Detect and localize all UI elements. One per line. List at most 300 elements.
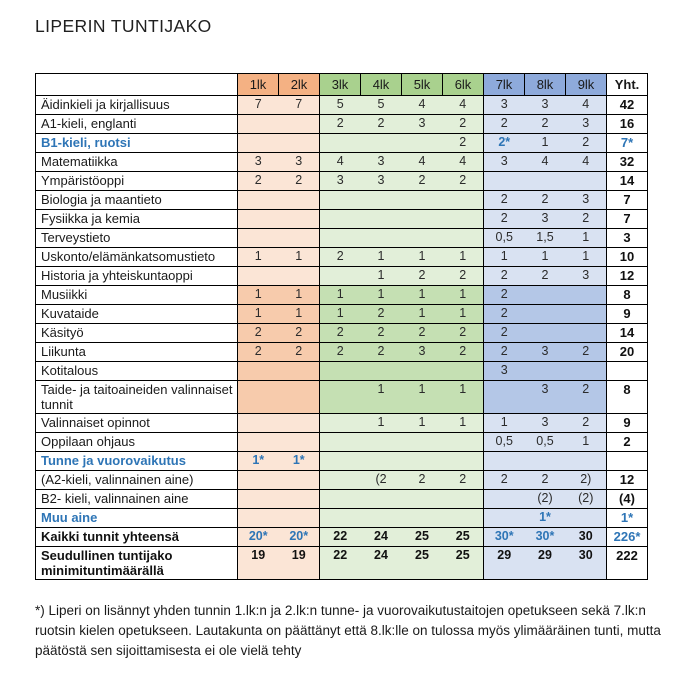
table-body [36, 96, 648, 580]
table-cell [279, 490, 320, 509]
table-cell [402, 452, 443, 471]
table-cell: 1 [525, 248, 566, 267]
row-label: A1-kieli, englanti [36, 115, 238, 134]
table-cell: 3 [484, 362, 525, 381]
table-cell: 3 [320, 172, 361, 191]
table-cell: 2 [525, 267, 566, 286]
table-cell: 3 [279, 153, 320, 172]
table-cell [361, 490, 402, 509]
row-label: Tunne ja vuorovaikutus [36, 452, 238, 471]
table-row [36, 172, 648, 191]
table-row [36, 96, 648, 115]
table-cell [443, 210, 484, 229]
table-cell: 2 [566, 414, 607, 433]
table-cell: 3 [402, 343, 443, 362]
row-total: 12 [607, 267, 648, 286]
table-cell: 3 [361, 153, 402, 172]
table-cell: 1 [484, 248, 525, 267]
row-label: Valinnaiset opinnot [36, 414, 238, 433]
table-cell [484, 509, 525, 528]
table-cell [525, 305, 566, 324]
table-cell [320, 509, 361, 528]
table-cell [525, 324, 566, 343]
row-total: 12 [607, 471, 648, 490]
table-cell: 2 [484, 324, 525, 343]
table-cell: 24 [361, 547, 402, 580]
row-label: Terveystieto [36, 229, 238, 248]
table-row [36, 286, 648, 305]
table-cell [525, 452, 566, 471]
table-cell [238, 191, 279, 210]
row-total: 7* [607, 134, 648, 153]
table-row [36, 452, 648, 471]
table-row [36, 324, 648, 343]
row-label: B1-kieli, ruotsi [36, 134, 238, 153]
row-total: 9 [607, 414, 648, 433]
table-cell: 20* [238, 528, 279, 547]
table-cell [238, 267, 279, 286]
table-cell: 2 [279, 343, 320, 362]
table-cell: 3 [361, 172, 402, 191]
table-cell: 22 [320, 547, 361, 580]
table-row [36, 343, 648, 362]
table-cell [238, 509, 279, 528]
table-cell: 2* [484, 134, 525, 153]
table-cell [402, 490, 443, 509]
table-cell: 30* [525, 528, 566, 547]
table-cell: 4 [402, 153, 443, 172]
table-cell: 2 [525, 191, 566, 210]
table-cell [279, 362, 320, 381]
row-label: Liikunta [36, 343, 238, 362]
table-cell: 4 [525, 153, 566, 172]
table-cell [238, 433, 279, 452]
column-header-2lk: 2lk [279, 74, 320, 96]
row-total: 14 [607, 324, 648, 343]
table-cell [402, 134, 443, 153]
row-label: Matematiikka [36, 153, 238, 172]
table-cell [566, 286, 607, 305]
table-row [36, 267, 648, 286]
table-cell [279, 191, 320, 210]
table-cell: 3 [525, 343, 566, 362]
table-cell [566, 172, 607, 191]
header-row [36, 74, 648, 96]
column-header-blank [36, 74, 238, 96]
table-cell: 2 [361, 343, 402, 362]
table-cell: 1* [279, 452, 320, 471]
table-cell: 7 [279, 96, 320, 115]
table-cell: 2 [566, 343, 607, 362]
table-cell: 2 [484, 343, 525, 362]
table-cell [402, 191, 443, 210]
table-cell: 2 [443, 115, 484, 134]
table-cell: 3 [525, 381, 566, 414]
table-cell: 2 [566, 210, 607, 229]
row-label: Kuvataide [36, 305, 238, 324]
table-row [36, 305, 648, 324]
table-cell [361, 509, 402, 528]
table-cell: 1 [443, 248, 484, 267]
table-cell [279, 229, 320, 248]
table-cell: (2) [566, 490, 607, 509]
table-cell: 2) [566, 471, 607, 490]
row-label: Biologia ja maantieto [36, 191, 238, 210]
table-cell: 22 [320, 528, 361, 547]
table-cell [238, 134, 279, 153]
table-row [36, 433, 648, 452]
table-cell [279, 381, 320, 414]
table-cell [484, 172, 525, 191]
table-cell: 2 [402, 471, 443, 490]
table-cell: 2 [484, 471, 525, 490]
row-label: Uskonto/elämänkatsomustieto [36, 248, 238, 267]
row-total: 7 [607, 191, 648, 210]
table-cell: 2 [443, 134, 484, 153]
table-cell [361, 229, 402, 248]
table-cell [361, 433, 402, 452]
table-cell: 1 [320, 305, 361, 324]
table-row [36, 509, 648, 528]
table-cell: 4 [443, 96, 484, 115]
column-header-9lk: 9lk [566, 74, 607, 96]
table-cell: 1 [238, 286, 279, 305]
table-cell: 4 [402, 96, 443, 115]
table-cell: 3 [525, 210, 566, 229]
table-cell: 1 [279, 248, 320, 267]
table-cell: 1 [402, 305, 443, 324]
table-cell: 1 [443, 286, 484, 305]
table-cell: (2 [361, 471, 402, 490]
table-cell: 2 [320, 343, 361, 362]
table-cell [402, 433, 443, 452]
table-cell: 30* [484, 528, 525, 547]
table-row [36, 381, 648, 414]
table-cell [320, 490, 361, 509]
row-label: Historia ja yhteiskuntaoppi [36, 267, 238, 286]
table-cell: 2 [238, 324, 279, 343]
table-cell: 0,5 [525, 433, 566, 452]
table-cell: 2 [320, 115, 361, 134]
column-header-total: Yht. [607, 74, 648, 96]
table-cell: 3 [402, 115, 443, 134]
row-total: 10 [607, 248, 648, 267]
table-cell: 1 [279, 286, 320, 305]
table-cell [361, 452, 402, 471]
table-cell [443, 433, 484, 452]
table-cell [402, 362, 443, 381]
table-cell: 1 [402, 248, 443, 267]
table-cell: 25 [402, 547, 443, 580]
table-cell [443, 490, 484, 509]
table-cell [238, 210, 279, 229]
table-cell [566, 362, 607, 381]
table-cell: 0,5 [484, 229, 525, 248]
table-cell [484, 452, 525, 471]
row-label: Kotitalous [36, 362, 238, 381]
row-total: 226* [607, 528, 648, 547]
column-header-1lk: 1lk [238, 74, 279, 96]
table-cell: 1 [320, 286, 361, 305]
table-cell: 25 [443, 528, 484, 547]
table-cell: 0,5 [484, 433, 525, 452]
row-total [607, 362, 648, 381]
table-cell: 2 [484, 191, 525, 210]
table-cell [320, 191, 361, 210]
row-label: (A2-kieli, valinnainen aine) [36, 471, 238, 490]
table-cell: 2 [443, 267, 484, 286]
table-cell [238, 414, 279, 433]
table-cell [320, 134, 361, 153]
table-cell: 1 [566, 248, 607, 267]
column-header-4lk: 4lk [361, 74, 402, 96]
table-row [36, 471, 648, 490]
table-cell [320, 267, 361, 286]
table-cell: 3 [484, 96, 525, 115]
table-cell: 2 [402, 324, 443, 343]
table-cell [320, 210, 361, 229]
table-cell [279, 433, 320, 452]
table-cell: 1 [443, 381, 484, 414]
table-cell [443, 191, 484, 210]
row-total: 14 [607, 172, 648, 191]
table-cell [566, 305, 607, 324]
row-label: Kaikki tunnit yhteensä [36, 528, 238, 547]
table-cell [320, 362, 361, 381]
table-cell: 2 [238, 343, 279, 362]
table-cell: 29 [525, 547, 566, 580]
table-cell: 2 [361, 324, 402, 343]
column-header-7lk: 7lk [484, 74, 525, 96]
table-cell [279, 210, 320, 229]
table-cell: 19 [279, 547, 320, 580]
table-row [36, 248, 648, 267]
table-cell [402, 509, 443, 528]
table-cell: 3 [566, 267, 607, 286]
table-cell [238, 229, 279, 248]
table-cell [320, 414, 361, 433]
table-cell: 1 [361, 414, 402, 433]
row-total [607, 452, 648, 471]
table-cell: 1 [402, 414, 443, 433]
table-cell: 2 [484, 267, 525, 286]
tuntijako-table [35, 73, 648, 580]
table-cell: 2 [484, 305, 525, 324]
row-label: Fysiikka ja kemia [36, 210, 238, 229]
table-cell: 2 [402, 172, 443, 191]
column-header-5lk: 5lk [402, 74, 443, 96]
table-cell [484, 490, 525, 509]
table-cell: 1 [361, 286, 402, 305]
table-cell: 1 [484, 414, 525, 433]
table-cell: 2 [279, 324, 320, 343]
table-row [36, 490, 648, 509]
table-cell: 1 [361, 248, 402, 267]
table-cell: 1 [361, 267, 402, 286]
table-cell: 2 [566, 134, 607, 153]
table-cell: 2 [525, 115, 566, 134]
table-cell: (2) [525, 490, 566, 509]
table-cell: 3 [484, 153, 525, 172]
table-cell: 2 [320, 324, 361, 343]
table-row [36, 229, 648, 248]
table-cell: 30 [566, 547, 607, 580]
table-cell [238, 490, 279, 509]
row-label: Oppilaan ohjaus [36, 433, 238, 452]
table-cell: 29 [484, 547, 525, 580]
table-header [36, 74, 648, 96]
table-cell [361, 191, 402, 210]
row-label: Ympäristöoppi [36, 172, 238, 191]
table-cell [566, 324, 607, 343]
table-row [36, 414, 648, 433]
column-header-6lk: 6lk [443, 74, 484, 96]
table-cell [443, 362, 484, 381]
table-cell: 4 [443, 153, 484, 172]
row-total: 16 [607, 115, 648, 134]
table-cell: 1 [566, 229, 607, 248]
row-label: Käsityö [36, 324, 238, 343]
table-cell [443, 509, 484, 528]
table-cell [238, 381, 279, 414]
table-cell [238, 471, 279, 490]
table-cell: 1 [525, 134, 566, 153]
table-cell: 24 [361, 528, 402, 547]
table-cell [566, 509, 607, 528]
table-cell: 2 [566, 381, 607, 414]
table-cell [320, 229, 361, 248]
table-cell [320, 452, 361, 471]
row-label: Musiikki [36, 286, 238, 305]
row-total: (4) [607, 490, 648, 509]
row-label: B2- kieli, valinnainen aine [36, 490, 238, 509]
table-cell: 2 [443, 343, 484, 362]
table-cell: 1 [443, 305, 484, 324]
table-cell [279, 267, 320, 286]
table-cell [525, 172, 566, 191]
table-cell: 3 [525, 414, 566, 433]
table-cell [279, 134, 320, 153]
table-cell [361, 210, 402, 229]
table-cell [279, 509, 320, 528]
page-title: LIPERIN TUNTIJAKO [35, 16, 212, 36]
row-label: Seudullinen tuntijako minimituntimäärällä [36, 547, 238, 580]
table-cell [279, 471, 320, 490]
footnote: *) Liperi on lisännyt yhden tunnin 1.lk:n ja 2.lk:n tunne- ja vuorovaikutustaitojen opetukseen sekä 7.lk:n ruotsin kielen opetukseen. Lautakunta on päättänyt että 8.lk:lle on tulossa myös ylimääräinen tunti, mutta päätöstä sen sijoittamisesta ei ole vielä tehty [35, 603, 661, 658]
table-cell: 2 [320, 248, 361, 267]
table-cell: 2 [361, 305, 402, 324]
table-cell: 2 [484, 115, 525, 134]
table-cell: 2 [279, 172, 320, 191]
table-cell [361, 134, 402, 153]
table-row [36, 210, 648, 229]
table-cell: 1,5 [525, 229, 566, 248]
table-cell: 30 [566, 528, 607, 547]
table-cell: 2 [443, 172, 484, 191]
table-cell: 2 [443, 324, 484, 343]
table-cell [402, 210, 443, 229]
row-total: 8 [607, 381, 648, 414]
row-label: Muu aine [36, 509, 238, 528]
table-cell: 1 [279, 305, 320, 324]
row-total: 20 [607, 343, 648, 362]
table-cell [443, 229, 484, 248]
table-cell: 3 [525, 96, 566, 115]
row-total: 9 [607, 305, 648, 324]
table-row [36, 134, 648, 153]
row-total: 32 [607, 153, 648, 172]
row-total: 222 [607, 547, 648, 580]
table-cell [525, 286, 566, 305]
table-cell: 7 [238, 96, 279, 115]
table-cell [238, 115, 279, 134]
table-cell: 1 [402, 286, 443, 305]
table-cell: 3 [566, 115, 607, 134]
row-total: 3 [607, 229, 648, 248]
table-cell [402, 229, 443, 248]
table-cell: 1 [238, 248, 279, 267]
table-cell: 1* [525, 509, 566, 528]
table-cell: 1 [361, 381, 402, 414]
row-total: 2 [607, 433, 648, 452]
table-cell: 4 [320, 153, 361, 172]
table-cell: 1 [566, 433, 607, 452]
table-cell: 2 [238, 172, 279, 191]
row-total: 8 [607, 286, 648, 305]
table-cell: 2 [525, 471, 566, 490]
table-cell [484, 381, 525, 414]
table-cell [566, 452, 607, 471]
table-cell: 2 [402, 267, 443, 286]
table-cell [320, 433, 361, 452]
table-cell: 5 [320, 96, 361, 115]
row-label: Taide- ja taitoaineiden valinnaiset tunnit [36, 381, 238, 414]
row-label: Äidinkieli ja kirjallisuus [36, 96, 238, 115]
table-cell: 1 [238, 305, 279, 324]
table-cell [443, 452, 484, 471]
table-cell [320, 381, 361, 414]
row-total: 1* [607, 509, 648, 528]
table-cell: 4 [566, 153, 607, 172]
table-cell: 2 [484, 286, 525, 305]
table-row [36, 547, 648, 580]
table-row [36, 191, 648, 210]
table-cell: 19 [238, 547, 279, 580]
table-cell [361, 362, 402, 381]
table-cell: 2 [361, 115, 402, 134]
table-cell [238, 362, 279, 381]
table-cell: 1* [238, 452, 279, 471]
table-cell: 3 [238, 153, 279, 172]
table-cell: 4 [566, 96, 607, 115]
table-cell: 25 [443, 547, 484, 580]
table-cell: 2 [443, 471, 484, 490]
table-cell: 3 [566, 191, 607, 210]
column-header-3lk: 3lk [320, 74, 361, 96]
table-row [36, 528, 648, 547]
table-row [36, 153, 648, 172]
table-cell: 2 [484, 210, 525, 229]
table-cell [279, 115, 320, 134]
table-cell: 1 [443, 414, 484, 433]
table-row [36, 115, 648, 134]
table-cell [279, 414, 320, 433]
table-cell: 1 [402, 381, 443, 414]
table-cell: 25 [402, 528, 443, 547]
table-cell: 5 [361, 96, 402, 115]
row-total: 7 [607, 210, 648, 229]
table-cell [525, 362, 566, 381]
